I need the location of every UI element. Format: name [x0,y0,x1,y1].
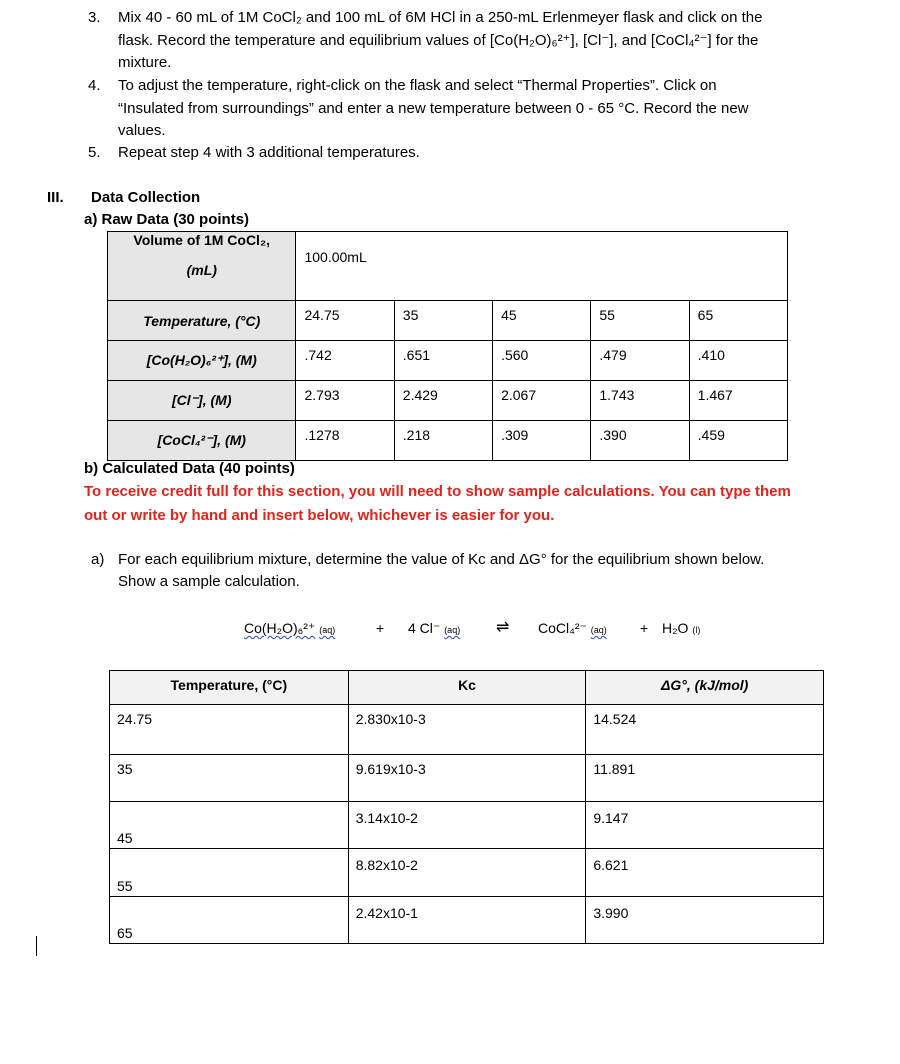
kc-cell: 2.830x10-3 [348,705,586,755]
step-number: 4. [88,77,101,94]
table-row [108,341,788,381]
step-number: 5. [88,144,101,161]
delta-g-cell: 6.621 [586,849,824,897]
equation-plus: + [640,620,649,636]
equation-product1 [538,620,607,637]
state-label: (l) [692,625,701,635]
table-cell: .560 [493,341,591,381]
step-line: Repeat step 4 with 3 additional temperatures. [118,144,420,161]
table-cell: 2.429 [394,381,492,421]
step-number: 3. [88,9,101,26]
state-label: (aq) [319,625,336,635]
section-numeral: III. [47,189,64,206]
table-cell: 24.75 [296,301,394,341]
table-cell: 2.067 [493,381,591,421]
step-line: mixture. [118,54,172,71]
table-cell: 1.743 [591,381,689,421]
equation-product2-formula: H₂O [662,620,689,636]
table-row [108,381,788,421]
equation-reactant1-formula: Co(H₂O)₆²⁺ [244,620,316,636]
kc-cell: 2.42x10-1 [348,897,586,944]
kc-cell: 9.619x10-3 [348,755,586,802]
temperature-cell: 24.75 [110,705,349,755]
table-cell: .479 [591,341,689,381]
calculated-data-heading: b) Calculated Data (40 points) [84,460,295,477]
equation-plus: + [376,620,385,636]
step-line: Mix 40 - 60 mL of 1M CoCl₂ and 100 mL of 6M HCl in a 250-mL Erlenmeyer flask and click on the [118,9,763,26]
volume-label-line1: Volume of 1M CoCl₂, [133,232,271,248]
table-row [108,301,788,341]
equation-reactant2-formula: 4 Cl⁻ [408,620,441,636]
section-title: Data Collection [91,189,201,206]
table-row [110,755,824,802]
task-line1: For each equilibrium mixture, determine the value of Kc and ΔG° for the equilibrium shown below. [118,551,765,568]
table-cell: 45 [493,301,591,341]
equation-reactant2 [408,620,460,637]
table-row [110,897,824,944]
volume-value: 100.00mL [296,232,788,301]
equation-product2 [662,620,700,636]
step-line: flask. Record the temperature and equilibrium values of [Co(H₂O)₆²⁺], [Cl⁻], and [CoCl₄²⁻] for the [118,31,759,49]
step-line: To adjust the temperature, right-click on the flask and select “Thermal Properties”. Click on [118,77,717,94]
kc-cell: 3.14x10-2 [348,802,586,849]
table-cell: 55 [591,301,689,341]
state-label: (aq) [444,625,461,635]
volume-label-line2: (mL) [186,262,217,278]
table-cell: .651 [394,341,492,381]
equation-reactant1 [244,620,335,637]
column-header: Temperature, (°C) [110,671,349,705]
raw-data-heading: a) Raw Data (30 points) [84,211,250,228]
state-label: (aq) [590,625,607,635]
table-cell: .459 [689,421,787,461]
temperature-cell: 45 [110,802,349,849]
text-cursor[interactable] [36,936,37,956]
delta-g-cell: 14.524 [586,705,824,755]
task-letter: a) [91,551,105,568]
table-cell: 2.793 [296,381,394,421]
equilibrium-arrow: ⇌ [496,619,510,636]
table-cell: .309 [493,421,591,461]
calculated-data-table [109,670,824,944]
row-label: [Co(H₂O)₆²⁺], (M) [108,341,296,381]
table-cell: 1.467 [689,381,787,421]
table-cell: .390 [591,421,689,461]
table-row [108,421,788,461]
table-cell: .410 [689,341,787,381]
table-cell: 65 [689,301,787,341]
step-line: values. [118,122,166,139]
raw-data-table [107,231,788,461]
table-cell: .742 [296,341,394,381]
delta-g-cell: 11.891 [586,755,824,802]
task-line2: Show a sample calculation. [118,573,300,590]
table-row [110,705,824,755]
table-row [110,802,824,849]
kc-cell: 8.82x10-2 [348,849,586,897]
table-row [108,232,788,301]
temperature-cell: 35 [110,755,349,802]
table-header-row [110,671,824,705]
table-row [110,849,824,897]
table-cell: .1278 [296,421,394,461]
step-line: “Insulated from surroundings” and enter a new temperature between 0 - 65 °C. Record the new [118,99,749,117]
column-header: ΔG°, (kJ/mol) [586,671,824,705]
column-header: Kc [348,671,586,705]
row-label: Temperature, (°C) [108,301,296,341]
equation-product1-formula: CoCl₄²⁻ [538,620,587,636]
delta-g-cell: 9.147 [586,802,824,849]
row-label: [Cl⁻], (M) [108,381,296,421]
credit-note-line1: To receive credit full for this section, you will need to show sample calculations. You can type them [84,483,791,500]
credit-note-line2: out or write by hand and insert below, whichever is easier for you. [84,507,555,524]
table-cell: 35 [394,301,492,341]
temperature-cell: 65 [110,897,349,944]
temperature-cell: 55 [110,849,349,897]
row-label: [CoCl₄²⁻], (M) [108,421,296,461]
volume-label [108,232,296,301]
table-cell: .218 [394,421,492,461]
delta-g-cell: 3.990 [586,897,824,944]
